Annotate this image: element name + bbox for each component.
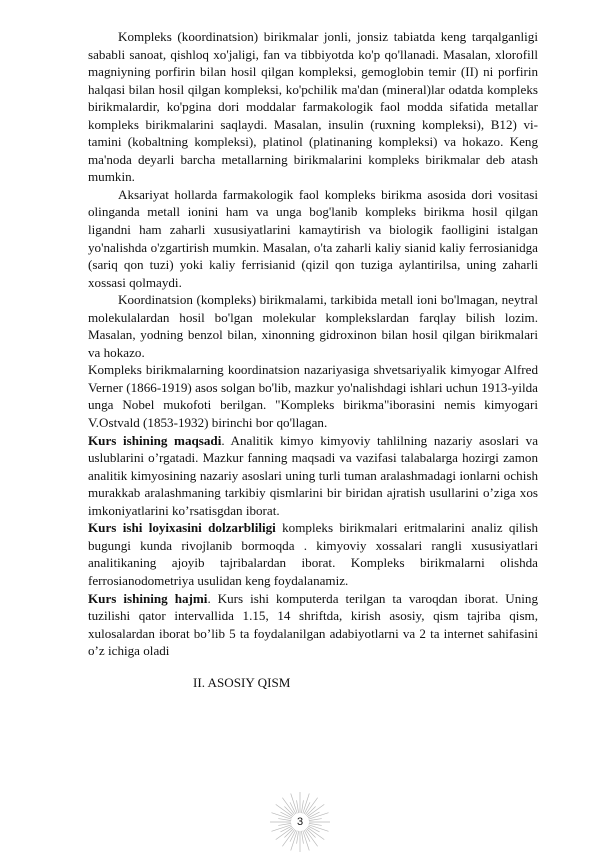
goal-label: Kurs ishining maqsadi [88,432,222,448]
relevance-label: Kurs ishi loyixasini dolzarbliligi [88,520,276,536]
section-heading: II. ASOSIY QISM [193,674,291,690]
volume-label: Kurs ishining hajmi [88,590,208,606]
paragraph-volume [88,590,538,660]
volume-text: . Kurs ishi komputerda terilgan ta varoqdan iborat. Uning tuzilishi qator intervallida 1.15, 14 shriftda, kirish asosiy, qism tajriba qism, xulosalardan iborat bo’lib 5 ta foydalanilgan adabiyotlarni va 2 ta internet sahifasini o’z ichiga oladi [88,590,538,659]
paragraph-history: Kompleks birikmalarning koordinatsion nazariyasiga shvetsariyalik kimyogar Alfred Verner (1866-1919) asos solgan bo'lib, mazkur yo'nalishdagi ishlari uchun 1913-yilda unga Nobel mukofoti berilgan. "Kompleks birikma"iborasini nemis kimyogari V.Ostvald (1853-1932) birinchi bor qo'llagan. [88,362,538,431]
page-number-badge [268,790,332,854]
paragraph-goal [88,432,538,520]
goal-text: . Analitik kimyo kimyoviy tahlilning nazariy asoslari va uslublarini o’rgatadi. Mazkur fanning maqsadi va vazifasi talabalarga hozirgi zamon analitik kimyosining nazariy asoslari uning turli tuman aralashmadagi ionlarni ochish murakkab aralashmaning tarkibiy qismlarini bir biridan ajratish usullarini o’ziga xos imkoniyatlarini ko’rsatisgdan iborat. [88,432,539,518]
paragraph-intro: Kompleks (koordinatsion) birikmalar jonli, jonsiz tabiatda keng tarqalganligi sababli sanoat, qishloq xo'jaligi, fan va tibbiyotda ko'p qo'llanadi. Masalan, xlorofill magniyning porfirin bilan hosil qilgan kompleksi, gemoglobin temir (II) ni porfirin halqasi bilan hosil qilgan kompleksi, ko'pchilik ma'dan (mineral)lar odatda kompleks birikmalardir, ko'pgina dori moddalar farmakologik faol modda sifatida metallar kompleks birikmalarini saqlaydi. Masalan, insulin (ruxning kompleksi), B12) vi-tamini (kobaltning kompleksi), platinol (platinaning kompleksi) va hokazo. Keng ma'noda deyarli barcha metallarning birikmalarini kompleks birikmalar deb atash mumkin. [88,29,538,185]
relevance-text: kompleks birikmalari eritmalarini analiz qilish bugungi kunda rivojlanib bormoqda . kimyoviy xossalari rangli xususiyatlari analitikaning ajoyib tajribalardan iborat. Kompleks birikmalarni olishda ferrosianodometriya usulidan keng foydalanamiz. [88,520,538,588]
paragraph-molecular-complexes: Koordinatsion (kompleks) birikmalami, tarkibida metall ioni bo'lmagan, neytral molekulalardan hosil bo'lgan molekular komplekslardan farqlay bilish lozim. Masalan, yodning benzol bilan, xinonning gidroxinon bilan hosil qilgan birikmalari va hokazo. [88,292,538,360]
page-number: 3 [296,816,304,828]
paragraph-toxicity: Aksariyat hollarda farmakologik faol kompleks birikma asosida dori vositasi olinganda metall ionini ham va unga bog'lanib kompleks birikma hosil qilgan ligandni ham zaharli xususiyatlarini kamaytirish va biologik faolligini istalgan yo'nalishda o'zgartirish mumkin. Masalan, o'ta zaharli kaliy sianid kaliy ferrosianidga (sariq qon tuzi) yoki kaliy ferrisianid (qizil qon tuziga aylantirilsa, uning zaharli xossasi qolmaydi. [88,186,538,290]
document-page [88,28,538,691]
paragraph-relevance [88,519,538,589]
